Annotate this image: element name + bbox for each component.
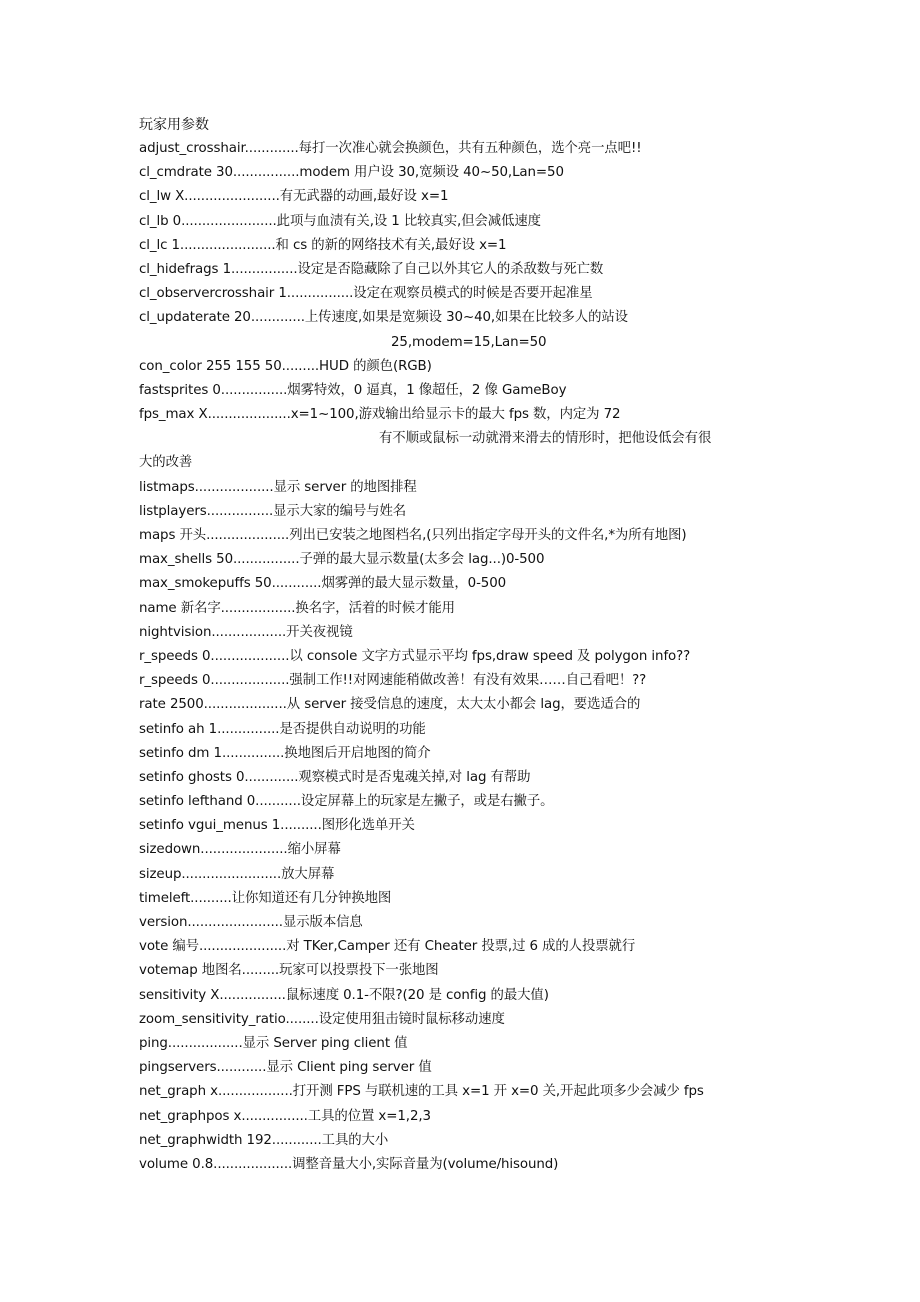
param-line-r-speeds: r_speeds 0...................以 console 文字方式显示平均 fps,draw speed 及 polygon info?? <box>139 648 691 664</box>
param-line-fps-max-continued: 有不顺或鼠标一动就滑来滑去的情形时，把他设低会有很 <box>379 431 712 447</box>
param-line-ping: ping..................显示 Server ping client 值 <box>139 1035 408 1051</box>
param-line-votemap: votemap 地图名.........玩家可以投票投下一张地图 <box>139 963 439 979</box>
param-line-setinfo-dm: setinfo dm 1...............换地图后开启地图的简介 <box>139 745 431 761</box>
param-line-max-smokepuffs: max_smokepuffs 50............烟雾弹的最大显示数量，0-500 <box>139 576 507 592</box>
param-line-maps: maps 开头....................列出已安装之地图档名,(只列出指定字母开头的文件名,*为所有地图) <box>139 528 687 543</box>
param-line-sensitivity: sensitivity X................鼠标速度 0.1-不限?(20 是 config 的最大值) <box>139 987 549 1003</box>
param-line-setinfo-lefthand: setinfo lefthand 0...........设定屏幕上的玩家是左撇子，或是右撇子。 <box>139 794 554 810</box>
param-line-cl-observercrosshair: cl_observercrosshair 1................设定在观察员模式的时候是否要开起准星 <box>139 286 593 302</box>
document-page <box>139 113 799 1177</box>
param-line-max-shells: max_shells 50................子弹的最大显示数量(太多会 lag...)0-500 <box>139 552 545 568</box>
param-line-zoom-sensitivity-ratio: zoom_sensitivity_ratio........设定使用狙击镜时鼠标移动速度 <box>139 1011 505 1027</box>
param-line-rate: rate 2500....................从 server 接受信息的速度，太大太小都会 lag，要选适合的 <box>139 697 641 713</box>
param-line-listplayers: listplayers................显示大家的编号与姓名 <box>139 503 407 519</box>
param-line-timeleft: timeleft..........让你知道还有几分钟换地图 <box>139 890 392 906</box>
param-line-setinfo-ah: setinfo ah 1...............是否提供自动说明的功能 <box>139 721 426 737</box>
param-line-fastsprites: fastsprites 0................烟雾特效，0 逼真，1 像超任，2 像 GameBoy <box>139 382 567 398</box>
param-line-net-graph: net_graph x..................打开测 FPS 与联机速的工具 x=1 开 x=0 关,开起此项多少会减少 fps <box>139 1084 704 1100</box>
param-line-vote: vote 编号.....................对 TKer,Camper 还有 Cheater 投票,过 6 成的人投票就行 <box>139 939 636 955</box>
param-line-fps-max: fps_max X....................x=1~100,游戏输出给显示卡的最大 fps 数，内定为 72 <box>139 407 621 423</box>
param-line-net-graphpos: net_graphpos x................工具的位置 x=1,2,3 <box>139 1108 431 1124</box>
param-line-cl-cmdrate: cl_cmdrate 30................modem 用户设 30,宽频设 40~50,Lan=50 <box>139 165 564 181</box>
param-line-con-color: con_color 255 155 50.........HUD 的颜色(RGB) <box>139 358 432 374</box>
param-line-setinfo-vgui-menus: setinfo vgui_menus 1..........图形化选单开关 <box>139 818 415 834</box>
param-line-version: version.......................显示版本信息 <box>139 915 363 930</box>
param-line-pingservers: pingservers............显示 Client ping server 值 <box>139 1060 432 1076</box>
param-line-cl-updaterate: cl_updaterate 20.............上传速度,如果是宽频设 30~40,如果在比较多人的站设 <box>139 310 628 326</box>
document-title: 玩家用参数 <box>139 117 209 133</box>
param-line-cl-lb: cl_lb 0.......................此项与血渍有关,设 1 比较真实,但会减低速度 <box>139 213 541 229</box>
param-line-cl-updaterate-continued: 25,modem=15,Lan=50 <box>391 334 547 350</box>
param-line-fps-max-continued-2: 大的改善 <box>139 455 193 471</box>
param-line-listmaps: listmaps...................显示 server 的地图排程 <box>139 479 417 495</box>
param-line-sizeup: sizeup........................放大屏幕 <box>139 866 335 882</box>
param-line-volume: volume 0.8...................调整音量大小,实际音量为(volume/hisound) <box>139 1156 559 1172</box>
param-line-sizedown: sizedown.....................缩小屏幕 <box>139 842 341 858</box>
param-line-setinfo-ghosts: setinfo ghosts 0.............观察模式时是否鬼魂关掉,对 lag 有帮助 <box>139 769 531 785</box>
param-line-cl-hidefrags: cl_hidefrags 1................设定是否隐藏除了自己以外其它人的杀敌数与死亡数 <box>139 261 604 277</box>
param-line-net-graphwidth: net_graphwidth 192............工具的大小 <box>139 1132 389 1148</box>
param-line-adjust-crosshair: adjust_crosshair.............每打一次准心就会换颜色，共有五种颜色，选个亮一点吧!! <box>139 141 642 156</box>
param-line-nightvision: nightvision..................开关夜视镜 <box>139 624 353 640</box>
param-line-cl-lw: cl_lw X.......................有无武器的动画,最好设 x=1 <box>139 189 449 205</box>
param-line-name: name 新名字..................换名字，活着的时候才能用 <box>139 600 455 616</box>
param-line-cl-lc: cl_lc 1.......................和 cs 的新的网络技术有关,最好设 x=1 <box>139 237 507 253</box>
param-line-r-speeds-2: r_speeds 0...................强制工作!!对网速能稍做改善！有没有效果……自己看吧！?? <box>139 673 647 689</box>
